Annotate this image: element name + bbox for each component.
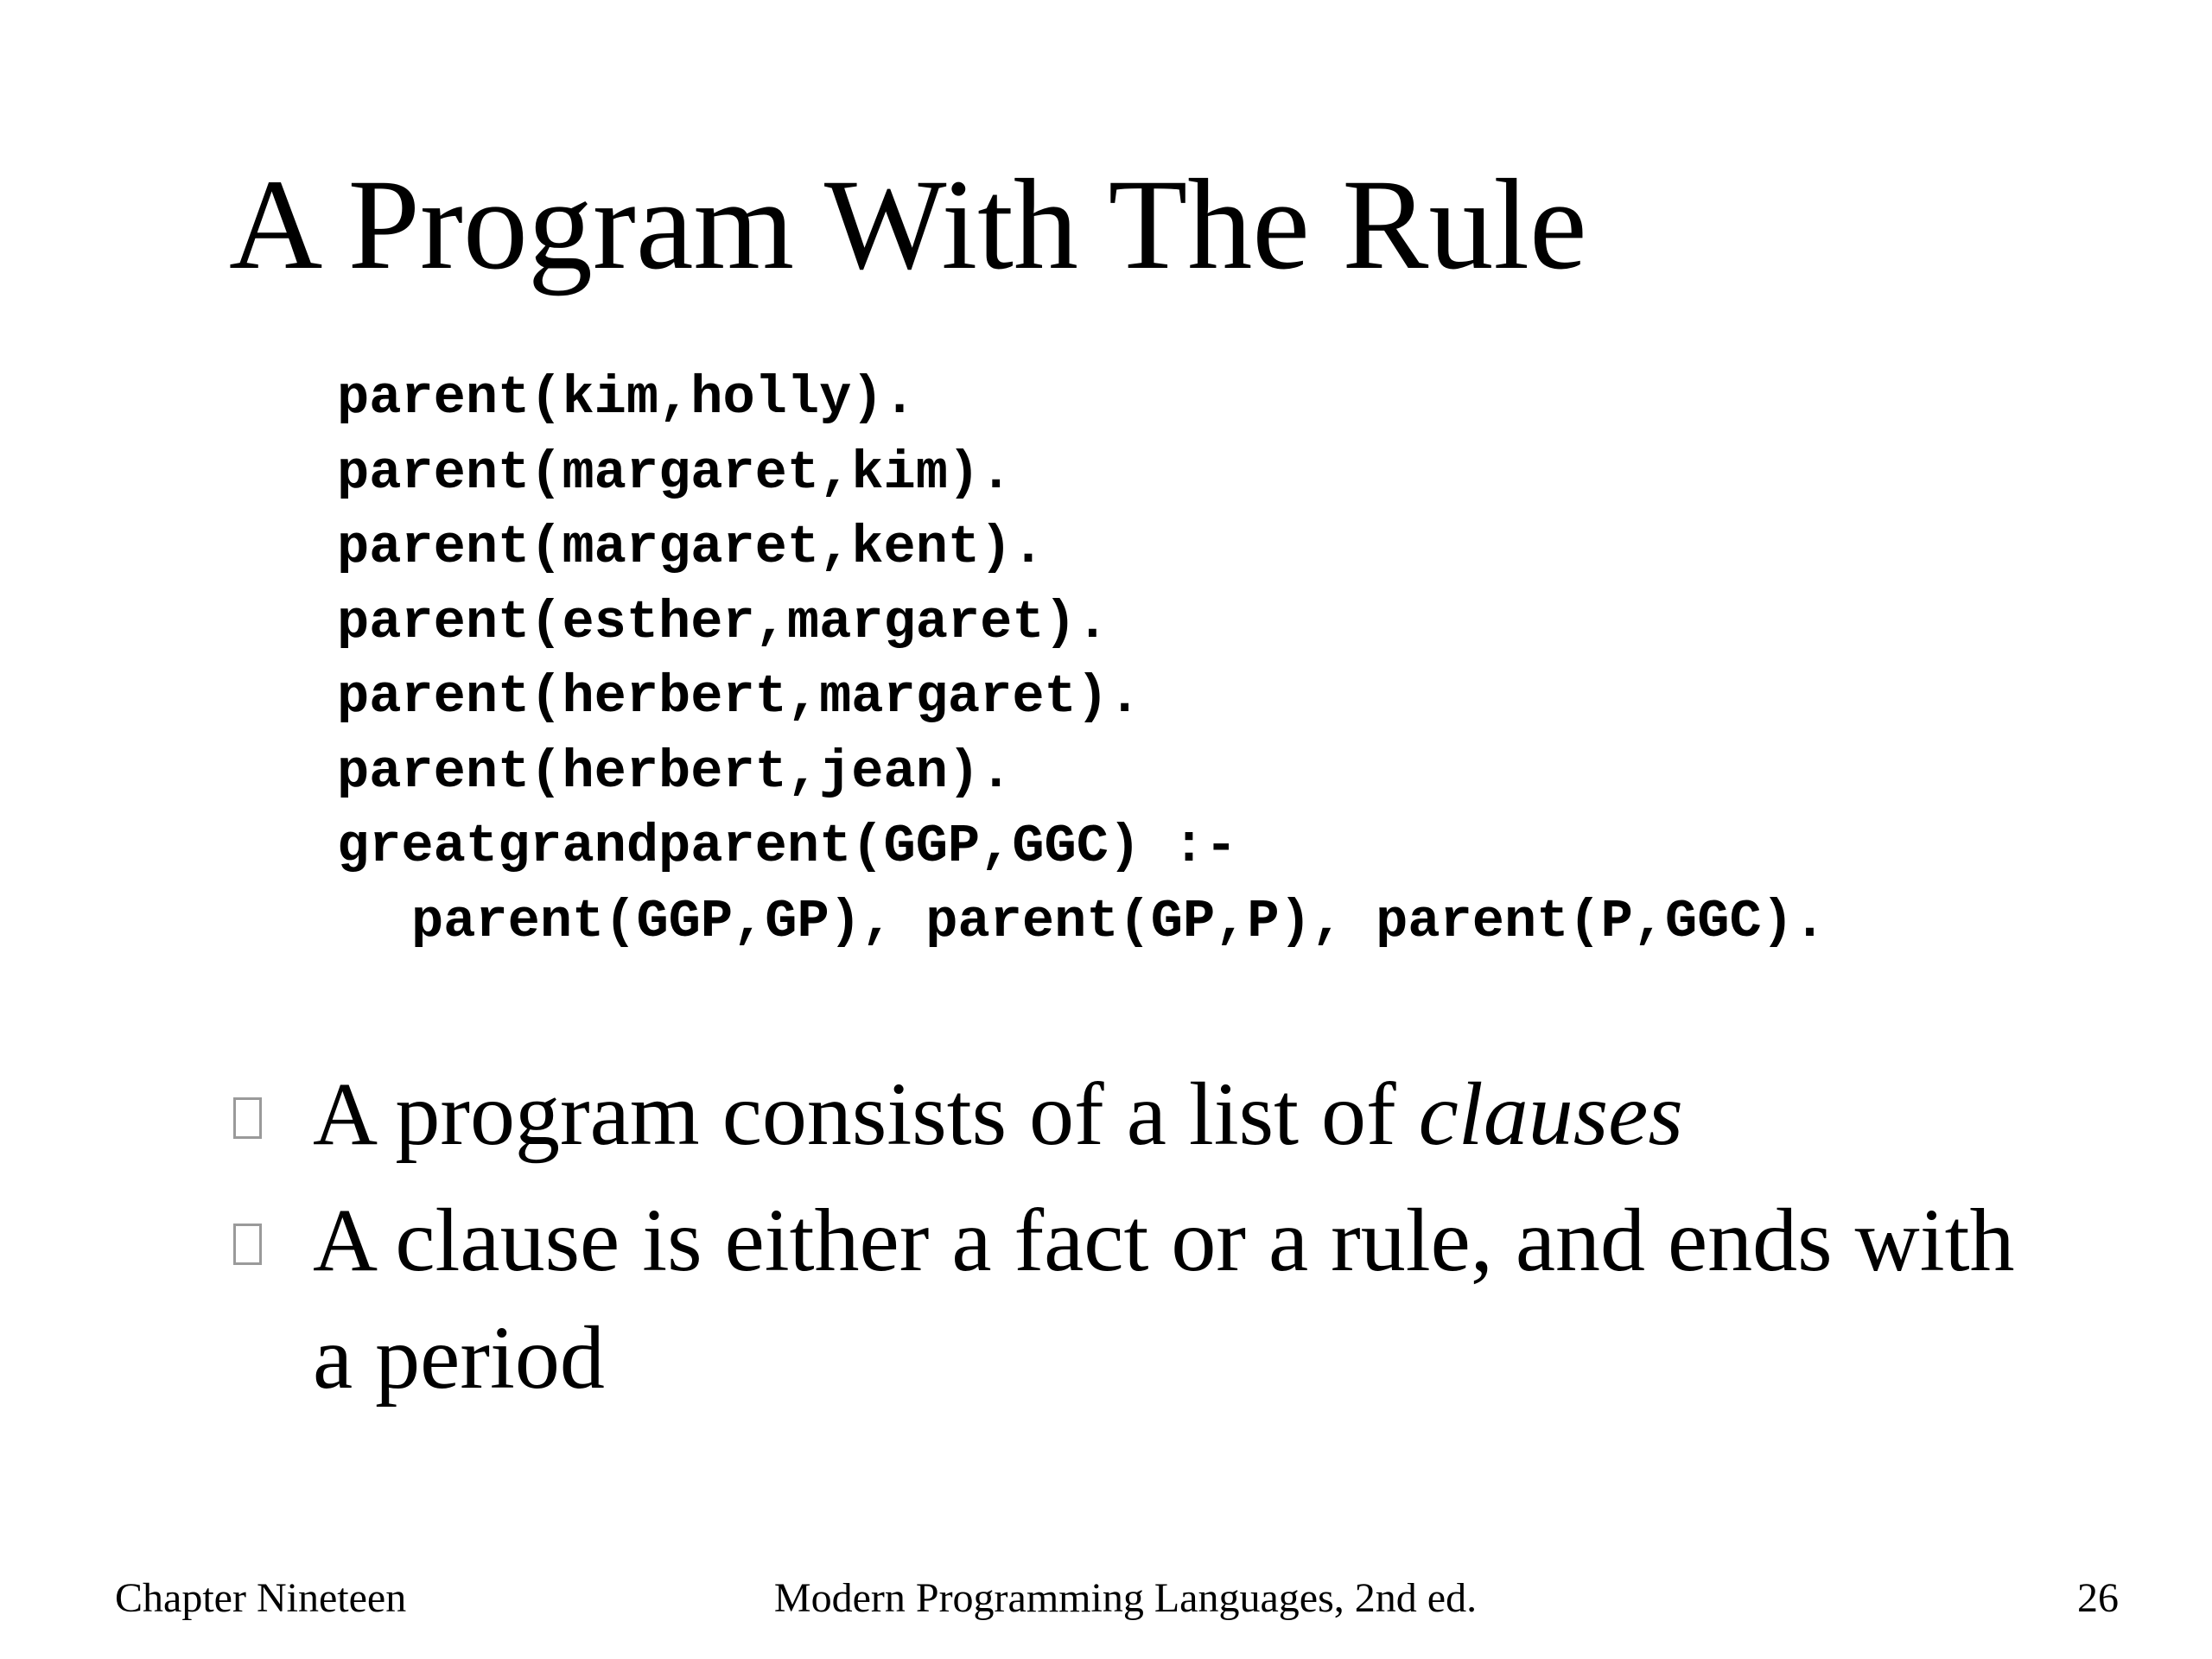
code-line: parent(esther,margaret). xyxy=(337,591,1109,653)
code-line: parent(herbert,jean). xyxy=(337,741,1013,803)
bullet-item xyxy=(225,1182,2074,1417)
square-bullet-icon xyxy=(233,1097,262,1139)
code-block xyxy=(337,361,1826,959)
code-line: parent(margaret,kim). xyxy=(337,442,1013,504)
code-line: parent(herbert,margaret). xyxy=(337,666,1141,728)
code-line: parent(kim,holly). xyxy=(337,367,916,429)
code-line: parent(GGP,GP), parent(GP,P), parent(P,GGC). xyxy=(411,890,1827,952)
italic-term: clauses xyxy=(1418,1065,1683,1164)
bullet-item xyxy=(225,1056,2074,1173)
code-line: parent(margaret,kent). xyxy=(337,517,1045,578)
bullet-text: A program consists of a list of clauses xyxy=(313,1065,1683,1164)
footer-book-title: Modern Programming Languages, 2nd ed. xyxy=(773,1575,1478,1621)
footer-page-number: 26 xyxy=(2077,1575,2119,1621)
square-bullet-icon xyxy=(233,1224,262,1265)
slide-title: A Program With The Rule xyxy=(229,153,1587,296)
bullet-list xyxy=(225,1056,2074,1426)
bullet-text: A clause is either a fact or a rule, and ends with a period xyxy=(313,1191,2015,1408)
code-line: greatgrandparent(GGP,GGC) :- xyxy=(337,816,1237,877)
footer-chapter: Chapter Nineteen xyxy=(115,1575,407,1621)
